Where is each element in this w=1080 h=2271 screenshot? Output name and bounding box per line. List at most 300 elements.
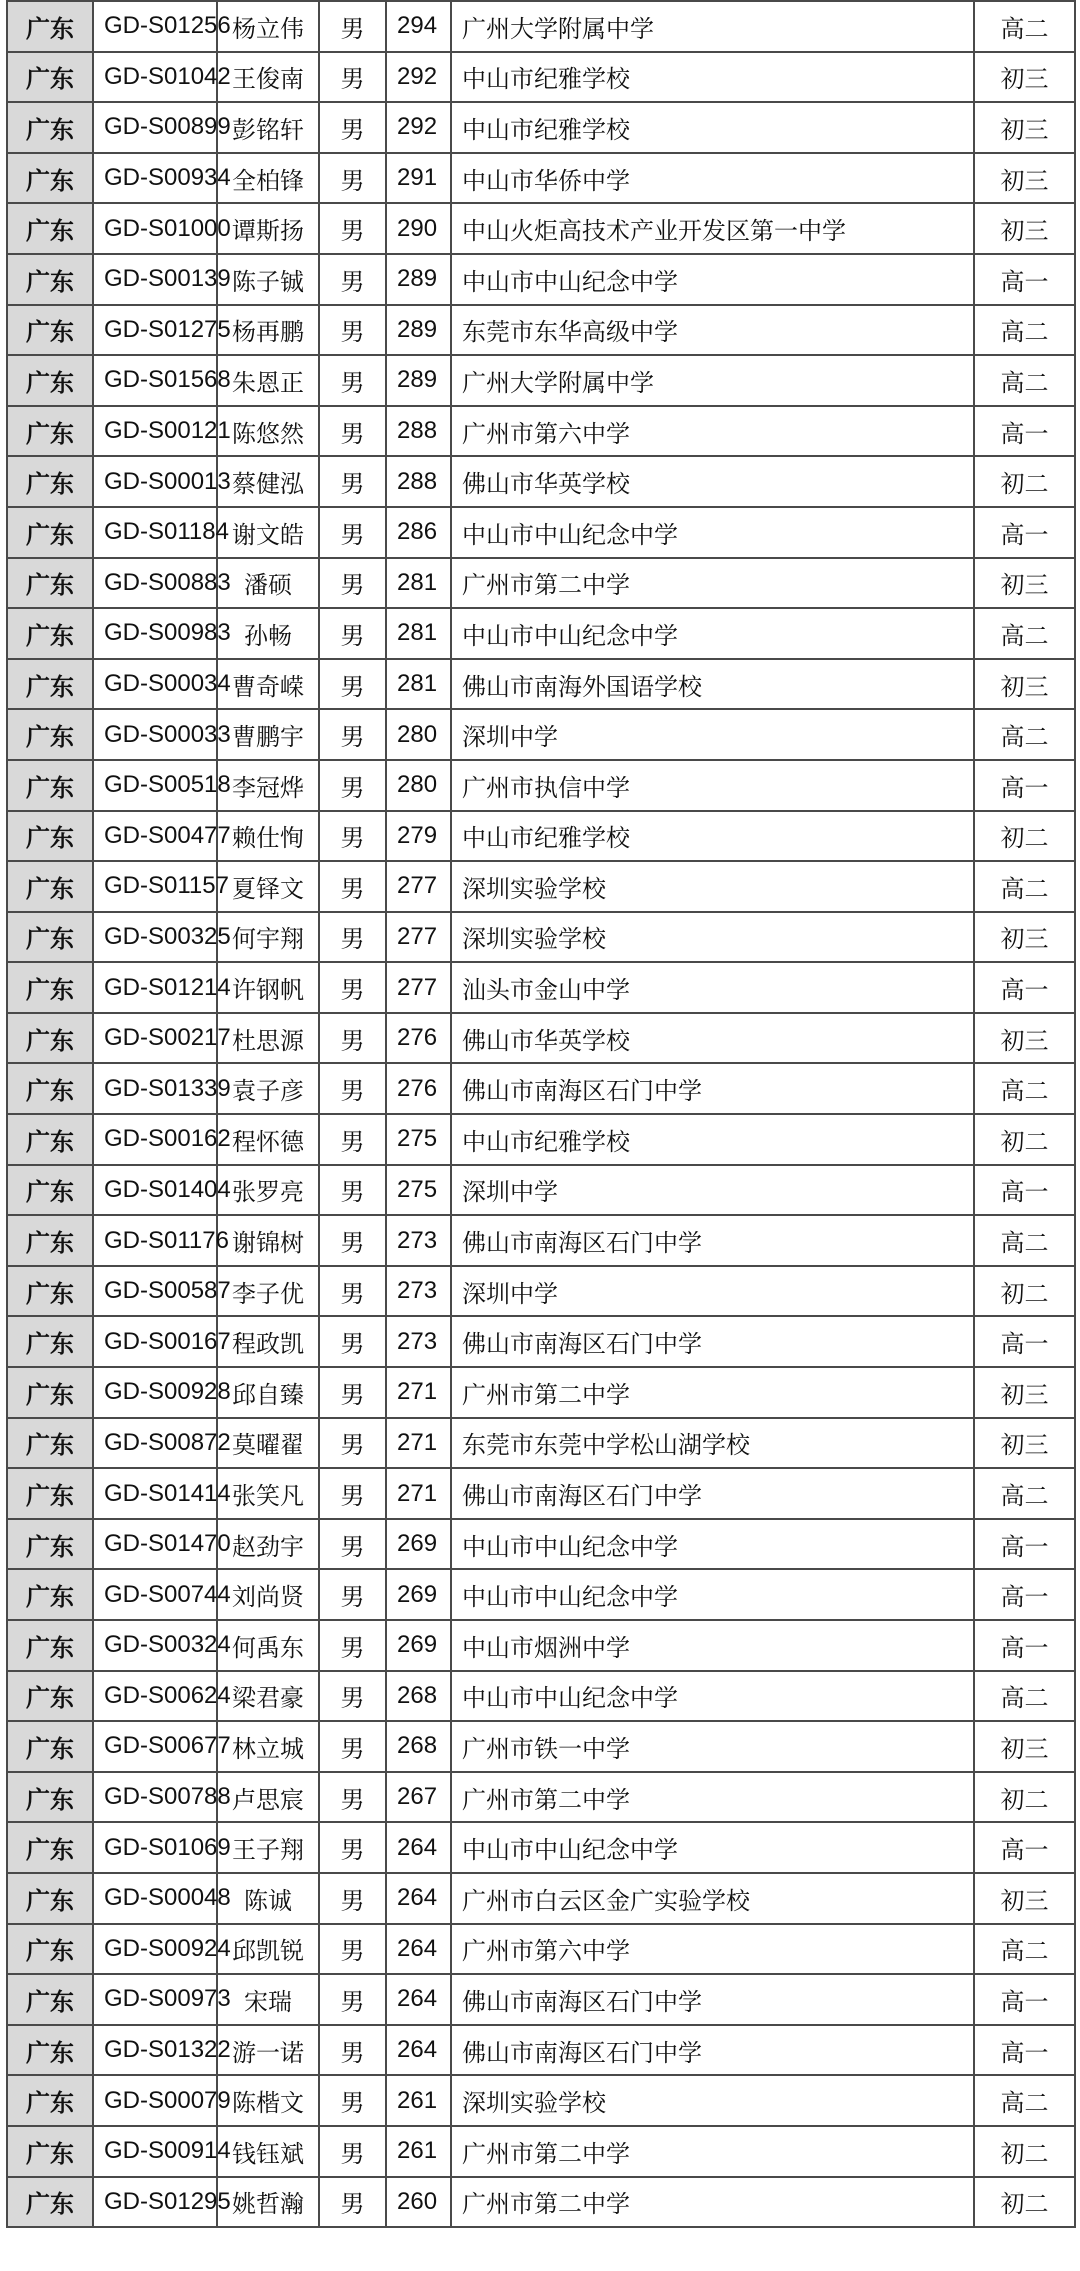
school-cell: 深圳中学 [451,1266,974,1317]
school-cell: 中山市纪雅学校 [451,811,974,862]
grade-cell: 初三 [974,659,1075,710]
grade-cell: 高二 [974,305,1075,356]
score-cell: 269 [386,1519,451,1570]
gender-cell: 男 [319,1822,386,1873]
province-cell: 广东 [7,52,93,103]
gender-cell: 男 [319,1418,386,1469]
table-row [7,1114,1075,1165]
province-cell: 广东 [7,962,93,1013]
student-id-cell: GD-S01000 [93,203,217,254]
province-cell: 广东 [7,1569,93,1620]
gender-cell: 男 [319,1974,386,2025]
grade-cell: 高一 [974,406,1075,457]
score-cell: 275 [386,1114,451,1165]
gender-cell: 男 [319,659,386,710]
province-cell: 广东 [7,203,93,254]
province-cell: 广东 [7,1721,93,1772]
student-id-cell: GD-S01176 [93,1215,217,1266]
table-row [7,2025,1075,2076]
student-id-cell: GD-S00928 [93,1367,217,1418]
student-name-cell: 曹鹏宇 [217,709,319,760]
score-cell: 292 [386,52,451,103]
grade-cell: 高一 [974,1316,1075,1367]
school-cell: 中山市中山纪念中学 [451,507,974,558]
student-name-cell: 梁君豪 [217,1671,319,1722]
table-row [7,912,1075,963]
school-cell: 中山市中山纪念中学 [451,1671,974,1722]
grade-cell: 高二 [974,1,1075,52]
grade-cell: 高二 [974,1063,1075,1114]
student-id-cell: GD-S00121 [93,406,217,457]
province-cell: 广东 [7,153,93,204]
province-cell: 广东 [7,1215,93,1266]
student-id-cell: GD-S00162 [93,1114,217,1165]
student-name-cell: 王子翔 [217,1822,319,1873]
student-name-cell: 陈诚 [217,1873,319,1924]
grade-cell: 初三 [974,52,1075,103]
gender-cell: 男 [319,254,386,305]
school-cell: 佛山市南海区石门中学 [451,1063,974,1114]
student-name-cell: 陈子铖 [217,254,319,305]
school-cell: 佛山市华英学校 [451,456,974,507]
student-name-cell: 林立城 [217,1721,319,1772]
province-cell: 广东 [7,1620,93,1671]
score-cell: 292 [386,102,451,153]
province-cell: 广东 [7,406,93,457]
table-row [7,1671,1075,1722]
score-cell: 271 [386,1418,451,1469]
score-cell: 291 [386,153,451,204]
score-cell: 267 [386,1772,451,1823]
school-cell: 东莞市东华高级中学 [451,305,974,356]
student-name-cell: 游一诺 [217,2025,319,2076]
gender-cell: 男 [319,1114,386,1165]
student-name-cell: 夏铎文 [217,861,319,912]
school-cell: 广州大学附属中学 [451,1,974,52]
table-row [7,1367,1075,1418]
table-row [7,1822,1075,1873]
student-name-cell: 朱恩正 [217,355,319,406]
table-row [7,102,1075,153]
score-cell: 264 [386,1974,451,2025]
gender-cell: 男 [319,1924,386,1975]
student-name-cell: 孙畅 [217,608,319,659]
table-row [7,2126,1075,2177]
student-name-cell: 何宇翔 [217,912,319,963]
student-name-cell: 张笑凡 [217,1468,319,1519]
table-row [7,1974,1075,2025]
student-name-cell: 杨再鹏 [217,305,319,356]
gender-cell: 男 [319,2025,386,2076]
province-cell: 广东 [7,760,93,811]
grade-cell: 高二 [974,2075,1075,2126]
score-cell: 260 [386,2177,451,2228]
student-id-cell: GD-S00744 [93,1569,217,1620]
school-cell: 佛山市南海区石门中学 [451,2025,974,2076]
score-cell: 281 [386,608,451,659]
grade-cell: 初三 [974,153,1075,204]
gender-cell: 男 [319,1569,386,1620]
province-cell: 广东 [7,608,93,659]
province-cell: 广东 [7,305,93,356]
gender-cell: 男 [319,1620,386,1671]
grade-cell: 初二 [974,2177,1075,2228]
score-cell: 268 [386,1671,451,1722]
province-cell: 广东 [7,507,93,558]
score-cell: 277 [386,962,451,1013]
student-name-cell: 李子优 [217,1266,319,1317]
table-row [7,1620,1075,1671]
table-row [7,1772,1075,1823]
table-row [7,203,1075,254]
table-row [7,1316,1075,1367]
grade-cell: 高一 [974,1569,1075,1620]
student-name-cell: 袁子彦 [217,1063,319,1114]
student-id-cell: GD-S00914 [93,2126,217,2177]
student-name-cell: 谢锦树 [217,1215,319,1266]
score-cell: 269 [386,1569,451,1620]
gender-cell: 男 [319,456,386,507]
gender-cell: 男 [319,1215,386,1266]
student-id-cell: GD-S00973 [93,1974,217,2025]
student-id-cell: GD-S00677 [93,1721,217,1772]
school-cell: 中山市纪雅学校 [451,102,974,153]
gender-cell: 男 [319,962,386,1013]
table-row [7,962,1075,1013]
gender-cell: 男 [319,2126,386,2177]
student-id-cell: GD-S01322 [93,2025,217,2076]
province-cell: 广东 [7,2177,93,2228]
gender-cell: 男 [319,1,386,52]
table-row [7,2177,1075,2228]
student-id-cell: GD-S00872 [93,1418,217,1469]
student-name-cell: 赖仕恂 [217,811,319,862]
student-name-cell: 莫曜翟 [217,1418,319,1469]
province-cell: 广东 [7,355,93,406]
student-id-cell: GD-S00048 [93,1873,217,1924]
province-cell: 广东 [7,1266,93,1317]
school-cell: 广州大学附属中学 [451,355,974,406]
school-cell: 广州市第二中学 [451,558,974,609]
score-cell: 264 [386,1924,451,1975]
student-id-cell: GD-S01568 [93,355,217,406]
score-cell: 264 [386,1873,451,1924]
gender-cell: 男 [319,1671,386,1722]
student-id-cell: GD-S01275 [93,305,217,356]
province-cell: 广东 [7,1468,93,1519]
student-name-cell: 王俊南 [217,52,319,103]
table-row [7,1873,1075,1924]
student-id-cell: GD-S00983 [93,608,217,659]
student-id-cell: GD-S00139 [93,254,217,305]
gender-cell: 男 [319,203,386,254]
student-id-cell: GD-S00788 [93,1772,217,1823]
school-cell: 佛山市南海区石门中学 [451,1468,974,1519]
score-cell: 261 [386,2126,451,2177]
score-cell: 289 [386,254,451,305]
student-id-cell: GD-S01214 [93,962,217,1013]
grade-cell: 初三 [974,1873,1075,1924]
score-cell: 286 [386,507,451,558]
table-row [7,760,1075,811]
school-cell: 广州市第二中学 [451,1367,974,1418]
score-cell: 288 [386,456,451,507]
grade-cell: 初二 [974,1266,1075,1317]
student-name-cell: 全柏锋 [217,153,319,204]
gender-cell: 男 [319,52,386,103]
grade-cell: 初二 [974,811,1075,862]
grade-cell: 高二 [974,1671,1075,1722]
student-name-cell: 卢思宸 [217,1772,319,1823]
province-cell: 广东 [7,811,93,862]
score-cell: 273 [386,1215,451,1266]
gender-cell: 男 [319,406,386,457]
gender-cell: 男 [319,558,386,609]
province-cell: 广东 [7,1063,93,1114]
school-cell: 广州市第二中学 [451,2177,974,2228]
province-cell: 广东 [7,1873,93,1924]
grade-cell: 高一 [974,760,1075,811]
student-name-cell: 谭斯扬 [217,203,319,254]
province-cell: 广东 [7,1316,93,1367]
gender-cell: 男 [319,1772,386,1823]
school-cell: 中山火炬高技术产业开发区第一中学 [451,203,974,254]
school-cell: 东莞市东莞中学松山湖学校 [451,1418,974,1469]
gender-cell: 男 [319,811,386,862]
school-cell: 广州市执信中学 [451,760,974,811]
gender-cell: 男 [319,2075,386,2126]
grade-cell: 初二 [974,1772,1075,1823]
school-cell: 深圳实验学校 [451,861,974,912]
province-cell: 广东 [7,1924,93,1975]
school-cell: 广州市第二中学 [451,1772,974,1823]
table-row [7,153,1075,204]
table-row [7,608,1075,659]
score-cell: 273 [386,1266,451,1317]
province-cell: 广东 [7,1165,93,1216]
school-cell: 佛山市华英学校 [451,1013,974,1064]
gender-cell: 男 [319,1063,386,1114]
gender-cell: 男 [319,507,386,558]
province-cell: 广东 [7,254,93,305]
province-cell: 广东 [7,1772,93,1823]
school-cell: 佛山市南海外国语学校 [451,659,974,710]
student-id-cell: GD-S00217 [93,1013,217,1064]
gender-cell: 男 [319,1013,386,1064]
province-cell: 广东 [7,2025,93,2076]
gender-cell: 男 [319,1266,386,1317]
student-id-cell: GD-S00934 [93,153,217,204]
score-cell: 271 [386,1468,451,1519]
province-cell: 广东 [7,558,93,609]
student-name-cell: 许钢帆 [217,962,319,1013]
student-name-cell: 谢文皓 [217,507,319,558]
student-id-cell: GD-S00079 [93,2075,217,2126]
grade-cell: 初三 [974,1367,1075,1418]
grade-cell: 高一 [974,254,1075,305]
student-id-cell: GD-S01339 [93,1063,217,1114]
student-id-cell: GD-S01184 [93,507,217,558]
grade-cell: 高二 [974,1215,1075,1266]
grade-cell: 高一 [974,1620,1075,1671]
score-cell: 281 [386,659,451,710]
score-cell: 290 [386,203,451,254]
score-cell: 261 [386,2075,451,2126]
school-cell: 深圳中学 [451,709,974,760]
province-cell: 广东 [7,861,93,912]
school-cell: 广州市第六中学 [451,406,974,457]
student-id-cell: GD-S00587 [93,1266,217,1317]
table-row [7,1266,1075,1317]
results-table-body [7,1,1075,2227]
student-name-cell: 姚哲瀚 [217,2177,319,2228]
school-cell: 广州市白云区金广实验学校 [451,1873,974,1924]
score-cell: 271 [386,1367,451,1418]
student-name-cell: 宋瑞 [217,1974,319,2025]
province-cell: 广东 [7,2126,93,2177]
student-id-cell: GD-S01414 [93,1468,217,1519]
province-cell: 广东 [7,456,93,507]
grade-cell: 高一 [974,1165,1075,1216]
table-row [7,52,1075,103]
score-cell: 279 [386,811,451,862]
student-id-cell: GD-S01042 [93,52,217,103]
school-cell: 佛山市南海区石门中学 [451,1215,974,1266]
student-id-cell: GD-S00518 [93,760,217,811]
table-row [7,1468,1075,1519]
table-row [7,1418,1075,1469]
school-cell: 佛山市南海区石门中学 [451,1974,974,2025]
score-cell: 277 [386,861,451,912]
gender-cell: 男 [319,709,386,760]
score-cell: 288 [386,406,451,457]
gender-cell: 男 [319,1165,386,1216]
table-row [7,811,1075,862]
grade-cell: 初三 [974,1418,1075,1469]
student-id-cell: GD-S00013 [93,456,217,507]
table-row [7,2075,1075,2126]
gender-cell: 男 [319,102,386,153]
province-cell: 广东 [7,1,93,52]
table-row [7,1721,1075,1772]
grade-cell: 高二 [974,1924,1075,1975]
student-name-cell: 李冠烨 [217,760,319,811]
score-cell: 294 [386,1,451,52]
student-id-cell: GD-S00883 [93,558,217,609]
score-cell: 269 [386,1620,451,1671]
student-name-cell: 刘尚贤 [217,1569,319,1620]
score-cell: 281 [386,558,451,609]
province-cell: 广东 [7,1974,93,2025]
grade-cell: 高一 [974,2025,1075,2076]
student-name-cell: 陈悠然 [217,406,319,457]
gender-cell: 男 [319,760,386,811]
gender-cell: 男 [319,608,386,659]
student-id-cell: GD-S01157 [93,861,217,912]
table-row [7,1519,1075,1570]
table-row [7,1924,1075,1975]
grade-cell: 高一 [974,1974,1075,2025]
student-name-cell: 杜思源 [217,1013,319,1064]
school-cell: 中山市中山纪念中学 [451,1569,974,1620]
gender-cell: 男 [319,1873,386,1924]
grade-cell: 初二 [974,1114,1075,1165]
school-cell: 中山市华侨中学 [451,153,974,204]
grade-cell: 初三 [974,102,1075,153]
student-name-cell: 彭铭轩 [217,102,319,153]
province-cell: 广东 [7,659,93,710]
grade-cell: 初三 [974,558,1075,609]
student-id-cell: GD-S01069 [93,1822,217,1873]
table-row [7,456,1075,507]
province-cell: 广东 [7,1013,93,1064]
student-name-cell: 潘硕 [217,558,319,609]
student-name-cell: 何禹东 [217,1620,319,1671]
student-id-cell: GD-S00324 [93,1620,217,1671]
gender-cell: 男 [319,1721,386,1772]
grade-cell: 高一 [974,1519,1075,1570]
grade-cell: 高二 [974,861,1075,912]
table-row [7,1165,1075,1216]
province-cell: 广东 [7,1418,93,1469]
student-name-cell: 程怀德 [217,1114,319,1165]
table-row [7,355,1075,406]
score-cell: 264 [386,1822,451,1873]
gender-cell: 男 [319,1316,386,1367]
table-row [7,1569,1075,1620]
province-cell: 广东 [7,102,93,153]
school-cell: 深圳实验学校 [451,2075,974,2126]
table-row [7,406,1075,457]
grade-cell: 初三 [974,1013,1075,1064]
grade-cell: 高二 [974,1468,1075,1519]
score-cell: 268 [386,1721,451,1772]
student-id-cell: GD-S00034 [93,659,217,710]
student-id-cell: GD-S01295 [93,2177,217,2228]
school-cell: 深圳中学 [451,1165,974,1216]
table-row [7,1,1075,52]
grade-cell: 初三 [974,912,1075,963]
student-id-cell: GD-S00167 [93,1316,217,1367]
gender-cell: 男 [319,1468,386,1519]
student-name-cell: 蔡健泓 [217,456,319,507]
school-cell: 中山市中山纪念中学 [451,1822,974,1873]
score-cell: 289 [386,305,451,356]
school-cell: 中山市中山纪念中学 [451,254,974,305]
gender-cell: 男 [319,861,386,912]
grade-cell: 高二 [974,608,1075,659]
gender-cell: 男 [319,912,386,963]
score-cell: 276 [386,1063,451,1114]
student-name-cell: 钱钰斌 [217,2126,319,2177]
score-cell: 289 [386,355,451,406]
student-name-cell: 程政凯 [217,1316,319,1367]
province-cell: 广东 [7,912,93,963]
score-cell: 280 [386,760,451,811]
score-cell: 280 [386,709,451,760]
table-row [7,305,1075,356]
table-row [7,507,1075,558]
grade-cell: 初二 [974,2126,1075,2177]
student-id-cell: GD-S00477 [93,811,217,862]
student-id-cell: GD-S00624 [93,1671,217,1722]
grade-cell: 高一 [974,507,1075,558]
student-id-cell: GD-S01470 [93,1519,217,1570]
student-id-cell: GD-S00899 [93,102,217,153]
student-name-cell: 杨立伟 [217,1,319,52]
table-row [7,1215,1075,1266]
results-table [6,0,1076,2228]
